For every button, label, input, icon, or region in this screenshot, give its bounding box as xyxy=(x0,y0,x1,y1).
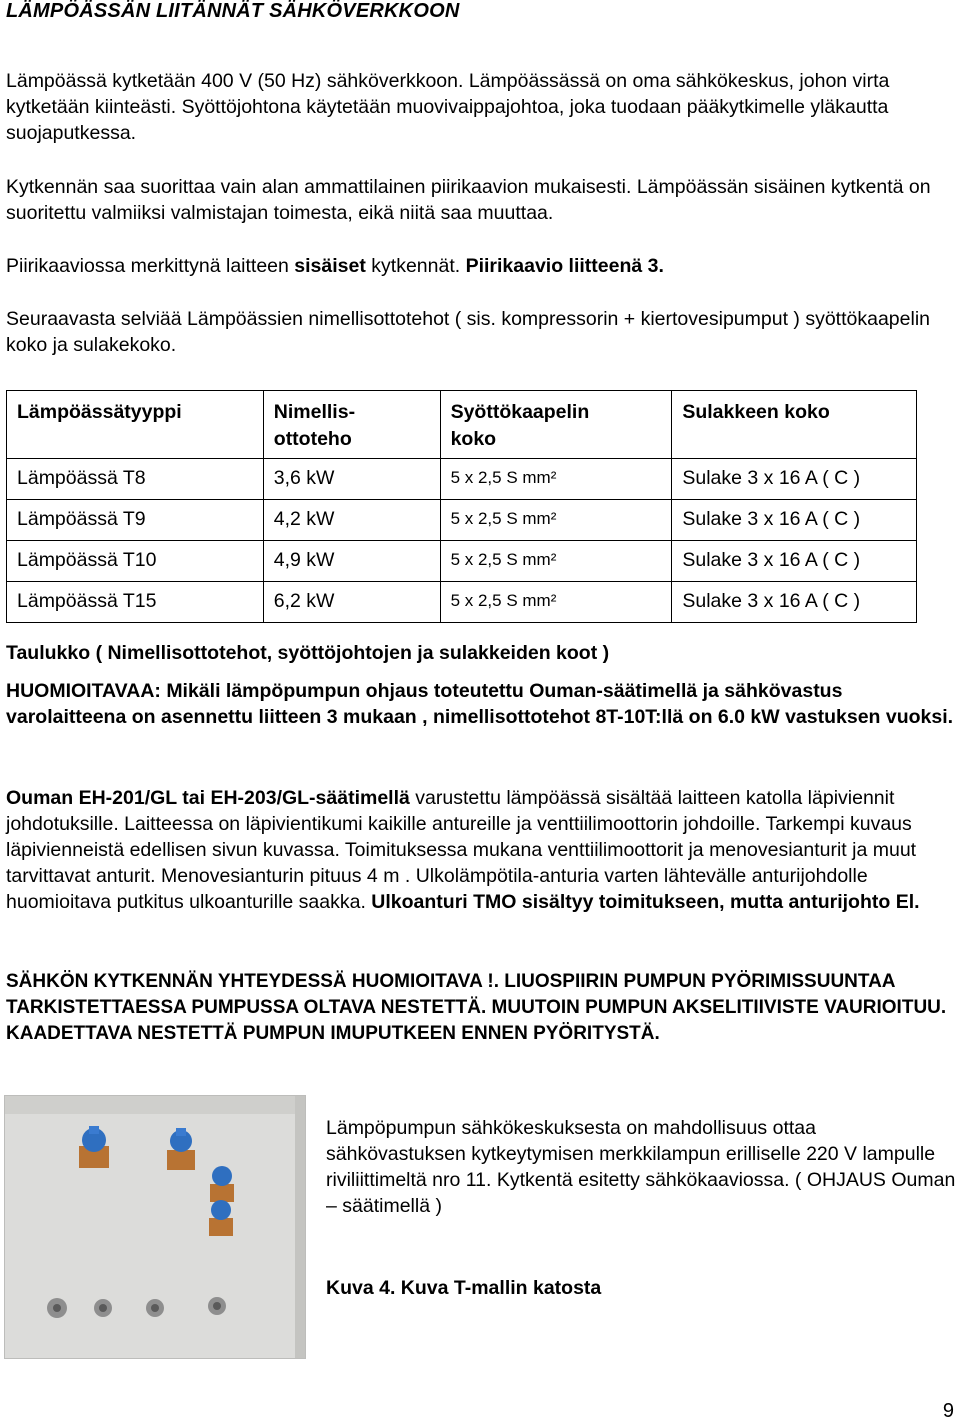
text-segment: Piirikaaviossa merkittynä laitteen xyxy=(6,255,295,277)
power-table xyxy=(6,390,917,623)
grommet-icon xyxy=(47,1298,67,1318)
cell-power: 3,6 kW xyxy=(263,459,440,500)
paragraph-indicator-lamp: Lämpöpumpun sähkökeskuksesta on mahdollisuus ottaa sähkövastuksen kytkeytymisen merkkilampun erilliselle 220 V lampulle riviliittimeltä nro 11. Kytkentä esitetty sähkökaaviossa. ( OHJAUS Ouman – säätimellä ) xyxy=(326,1117,956,1217)
header-line: ottoteho xyxy=(273,428,352,450)
cell-fuse: Sulake 3 x 16 A ( C ) xyxy=(672,541,917,582)
table-row xyxy=(7,582,917,623)
cell-cable: 5 x 2,5 S mm² xyxy=(440,459,672,500)
paragraph-table-intro: Seuraavasta selviää Lämpöässien nimellisottotehot ( sis. kompressorin + kiertovesipumput ) syöttökaapelin koko ja sulakekoko. xyxy=(6,308,930,356)
cell-power: 6,2 kW xyxy=(263,582,440,623)
header-line: koko xyxy=(450,428,497,450)
cell-type: Lämpöässä T10 xyxy=(7,541,264,582)
grommet-icon xyxy=(146,1299,164,1317)
header-line: Nimellis- xyxy=(273,401,356,423)
table-caption: Taulukko ( Nimellisottotehot, syöttöjohtojen ja sulakkeiden koot ) xyxy=(6,642,610,664)
grommet-icon xyxy=(208,1297,226,1315)
note-paragraph: HUOMIOITAVAA: Mikäli lämpöpumpun ohjaus toteutettu Ouman-säätimellä ja sähkövastus varolaitteena on asennettu liitteen 3 mukaan , nimellisottotehot 8T-10T:llä on 6.0 kW vastuksen vuoksi. xyxy=(6,680,954,728)
text-bold: Ouman EH-201/GL tai EH-203/GL-säätimellä xyxy=(6,787,410,809)
text-bold: Piirikaavio liitteenä 3. xyxy=(465,255,664,277)
header-cable xyxy=(440,391,672,459)
text-segment: varustettu lämpöässä sisältää laitteen katolla läpiviennit johdotuksille. Laitteessa on läpivientikumi kaikille antureille ja venttiilimoottorin johdoille. Tarkempi kuvaus läpivienneistä edellisen sivun kuvassa. Toimituksessa mukana venttiilimoottorit ja menovesianturit ja muut tarvittavat anturit. Menovesianturin pituus 4 m . Ulkolämpötila-anturia varten lähtevälle anturijohdolle huomioitava putkitus ulkoanturille saakka. xyxy=(6,787,917,913)
roof-photo xyxy=(4,1095,306,1359)
page-number: 9 xyxy=(942,1400,954,1422)
header-fuse: Sulakkeen koko xyxy=(672,391,917,459)
cell-power: 4,2 kW xyxy=(263,500,440,541)
text-bold: sisäiset xyxy=(294,255,366,277)
paragraph-installer: Kytkennän saa suorittaa vain alan ammattilainen piirikaavion mukaisesti. Lämpöässän sisäinen kytkentä on suoritettu valmiiksi valmistajan toimesta, eikä niitä saa muuttaa. xyxy=(6,176,931,224)
cell-power: 4,9 kW xyxy=(263,541,440,582)
header-type: Lämpöässätyyppi xyxy=(7,391,264,459)
table-row xyxy=(7,459,917,500)
grommet-icon xyxy=(94,1299,112,1317)
cell-fuse: Sulake 3 x 16 A ( C ) xyxy=(672,459,917,500)
pipe-fitting-icon xyxy=(210,1166,234,1202)
page-heading: LÄMPÖÄSSÄN LIITÄNNÄT SÄHKÖVERKKOON xyxy=(6,0,460,22)
paragraph-circuit-diagram xyxy=(6,253,956,279)
paragraph-ouman xyxy=(6,785,956,915)
paragraph-connection: Lämpöässä kytketään 400 V (50 Hz) sähköverkkoon. Lämpöässässä on oma sähkökeskus, johon virta kytketään kiinteästi. Syöttöjohtona käytetään muovivaippajohtoa, joka tuodaan pääkytkimelle yläkautta suojaputkessa. xyxy=(6,70,890,144)
roof-photo-illustration xyxy=(5,1096,305,1358)
cell-fuse: Sulake 3 x 16 A ( C ) xyxy=(672,500,917,541)
text-bold: Ulkoanturi TMO sisältyy toimitukseen, mutta anturijohto El. xyxy=(371,891,920,913)
header-line: Syöttökaapelin xyxy=(450,401,590,423)
table-row xyxy=(7,500,917,541)
text-segment: kytkennät. xyxy=(365,255,466,277)
table-row xyxy=(7,541,917,582)
cell-fuse: Sulake 3 x 16 A ( C ) xyxy=(672,582,917,623)
pipe-fitting-icon xyxy=(209,1200,233,1236)
figure-caption: Kuva 4. Kuva T-mallin katosta xyxy=(326,1277,602,1299)
header-power xyxy=(263,391,440,459)
cell-cable: 5 x 2,5 S mm² xyxy=(440,541,672,582)
cell-cable: 5 x 2,5 S mm² xyxy=(440,500,672,541)
cell-type: Lämpöässä T8 xyxy=(7,459,264,500)
table-header-row xyxy=(7,391,917,459)
warning-paragraph: SÄHKÖN KYTKENNÄN YHTEYDESSÄ HUOMIOITAVA !. LIUOSPIIRIN PUMPUN PYÖRIMISSUUNTAA TARKISTETTAESSA PUMPUSSA OLTAVA NESTETTÄ. MUUTOIN PUMPUN AKSELITIIVISTE VAURIOITUU. KAADETTAVA NESTETTÄ PUMPUN IMUPUTKEEN ENNEN PYÖRITYSTÄ. xyxy=(6,971,947,1044)
cell-type: Lämpöässä T9 xyxy=(7,500,264,541)
cell-type: Lämpöässä T15 xyxy=(7,582,264,623)
cell-cable: 5 x 2,5 S mm² xyxy=(440,582,672,623)
